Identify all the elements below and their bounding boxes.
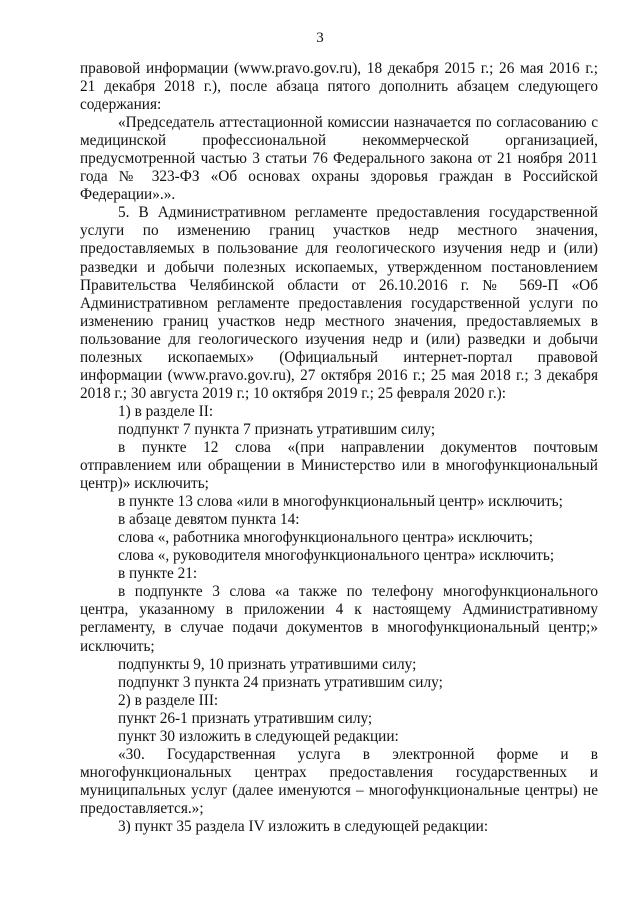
paragraph: в пункте 21: xyxy=(118,565,198,583)
paragraph: слова «, руководителя многофункционального центра» исключить; xyxy=(118,547,555,565)
paragraph: в абзаце девятом пункта 14: xyxy=(118,511,300,529)
paragraph: подпункты 9, 10 признать утратившими силу; xyxy=(118,655,417,673)
paragraph: в пункте 13 слова «или в многофункциональный центр» исключить; xyxy=(118,493,563,511)
paragraph: слова «, работника многофункционального центра» исключить; xyxy=(118,529,533,547)
paragraph: в подпункте 3 слова «а также по телефону многофункционального центра, указанному в приложении 4 к настоящему Административному регламенту, в случае подачи документов в многофункциональный центр;» исключить; xyxy=(80,583,598,655)
page-number: 3 xyxy=(316,30,324,46)
paragraph: «Председатель аттестационной комиссии назначается по согласованию с медицинской профессиональной некоммерческой организацией, предусмотренной частью 3 статьи 76 Федерального закона от 21 ноября 2011 года № 323-ФЗ «Об основах охраны здоровья граждан в Российской Федерации».». xyxy=(80,114,598,204)
paragraph: 2) в разделе III: xyxy=(118,691,219,709)
paragraph: пункт 30 изложить в следующей редакции: xyxy=(118,727,399,745)
paragraph: 3) пункт 35 раздела IV изложить в следующей редакции: xyxy=(118,817,489,835)
paragraph: 1) в разделе II: xyxy=(118,402,214,420)
paragraph: 5. В Административном регламенте предоставления государственной услуги по изменению границ участков недр местного значения, предоставляемых в пользование для геологического изучения недр и (или) разведки и добычи полезных ископаемых, утвержденном постановлением Правительства Челябинской области от 26.10.2016 г. № 569-П «Об Административном регламенте предоставления государственной услуги по изменению границ участков недр местного значения, предоставляемых в пользование для геологического изучения недр и (или) разведки и добычи полезных ископаемых» (Официальный интернет-портал правовой информации (www.pravo.gov.ru), 27 октября 2016 г.; 25 мая 2018 г.; 3 декабря 2018 г.; 30 августа 2019 г.; 10 октября 2019 г.; 25 февраля 2020 г.): xyxy=(80,204,598,402)
paragraph: правовой информации (www.pravo.gov.ru), 18 декабря 2015 г.; 26 мая 2016 г.; 21 декабря 2018 г.), после абзаца пятого дополнить абзацем следующего содержания: xyxy=(80,60,598,114)
document-body xyxy=(80,60,598,836)
paragraph: подпункт 3 пункта 24 признать утратившим силу; xyxy=(118,673,443,691)
paragraph: в пункте 12 слова «(при направлении документов почтовым отправлением или обращении в Министерство или в многофункциональный центр)» исключить; xyxy=(80,438,598,493)
paragraph: пункт 26-1 признать утратившим силу; xyxy=(118,709,373,727)
paragraph: подпункт 7 пункта 7 признать утратившим силу; xyxy=(118,420,436,438)
paragraph: «30. Государственная услуга в электронной форме и в многофункциональных центрах предоставления государственных и муниципальных услуг (далее именуются – многофункциональные центры) не предоставляется.»; xyxy=(80,745,598,817)
